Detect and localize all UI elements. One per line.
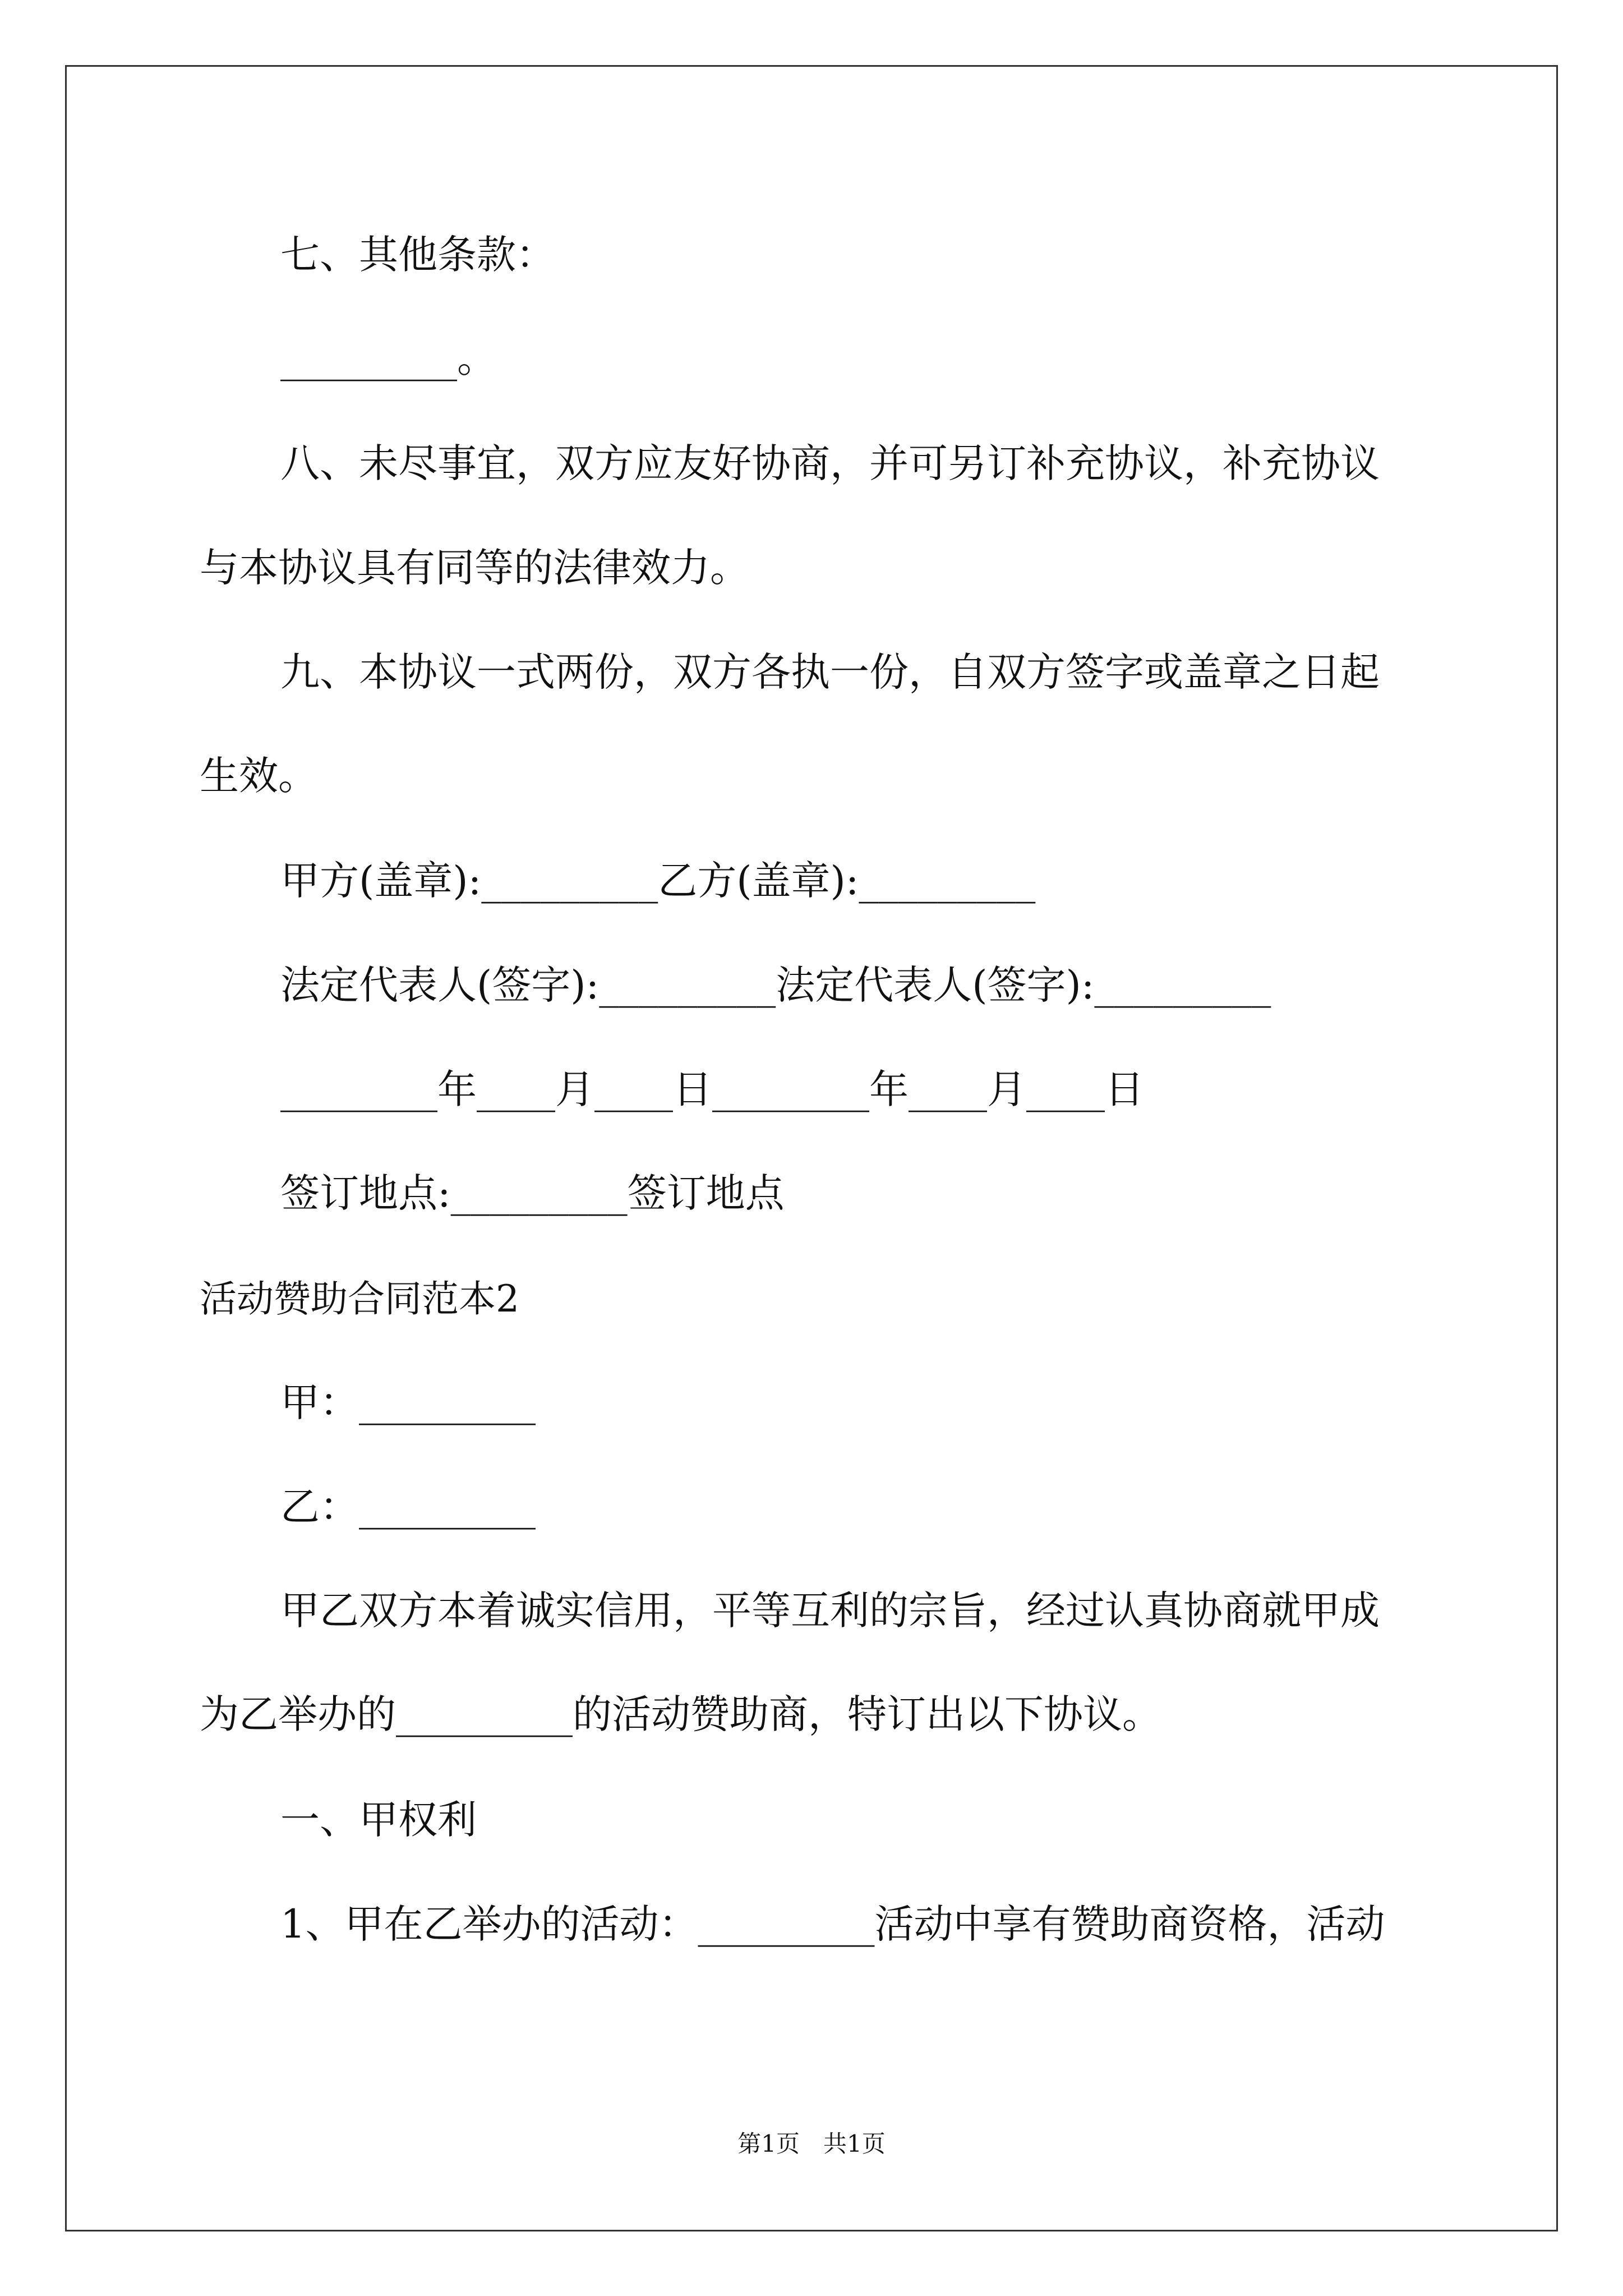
party-b-line: 乙：_________ [280,1484,536,1530]
party-a-line: 甲：_________ [280,1379,536,1425]
clause-8-line-2: 与本协议具有同等的法律效力。 [200,545,749,591]
preamble-line-2: 为乙举办的_________的活动赞助商，特订出以下协议。 [200,1691,1161,1737]
rights-item-1: 1、甲在乙举办的活动：_________活动中享有赞助商资格，活动 [280,1901,1385,1947]
clause-9-line-2: 生效。 [200,753,317,799]
legal-rep-line: 法定代表人(签字):_________法定代表人(签字):_________ [280,962,1271,1008]
preamble-line-1: 甲乙双方本着诚实信用，平等互利的宗旨，经过认真协商就甲成 [280,1588,1380,1634]
section-title: 活动赞助合同范本2 [200,1277,519,1320]
clause-7-blank: _________。 [280,335,496,381]
clause-7-heading: 七、其他条款： [280,232,555,278]
page-footer: 第1页 共1页 [737,2130,886,2157]
rights-heading: 一、甲权利 [280,1797,477,1843]
date-line: ________年____月____日________年____月____日 [280,1066,1144,1112]
signing-place-line: 签订地点:_________签订地点 [280,1170,785,1216]
clause-8-line-1: 八、未尽事宜，双方应友好协商，并可另订补充协议，补充协议 [280,440,1380,486]
clause-9-line-1: 九、本协议一式两份，双方各执一份，自双方签字或盖章之日起 [280,649,1380,695]
party-seal-line: 甲方(盖章):_________乙方(盖章):_________ [280,858,1036,904]
